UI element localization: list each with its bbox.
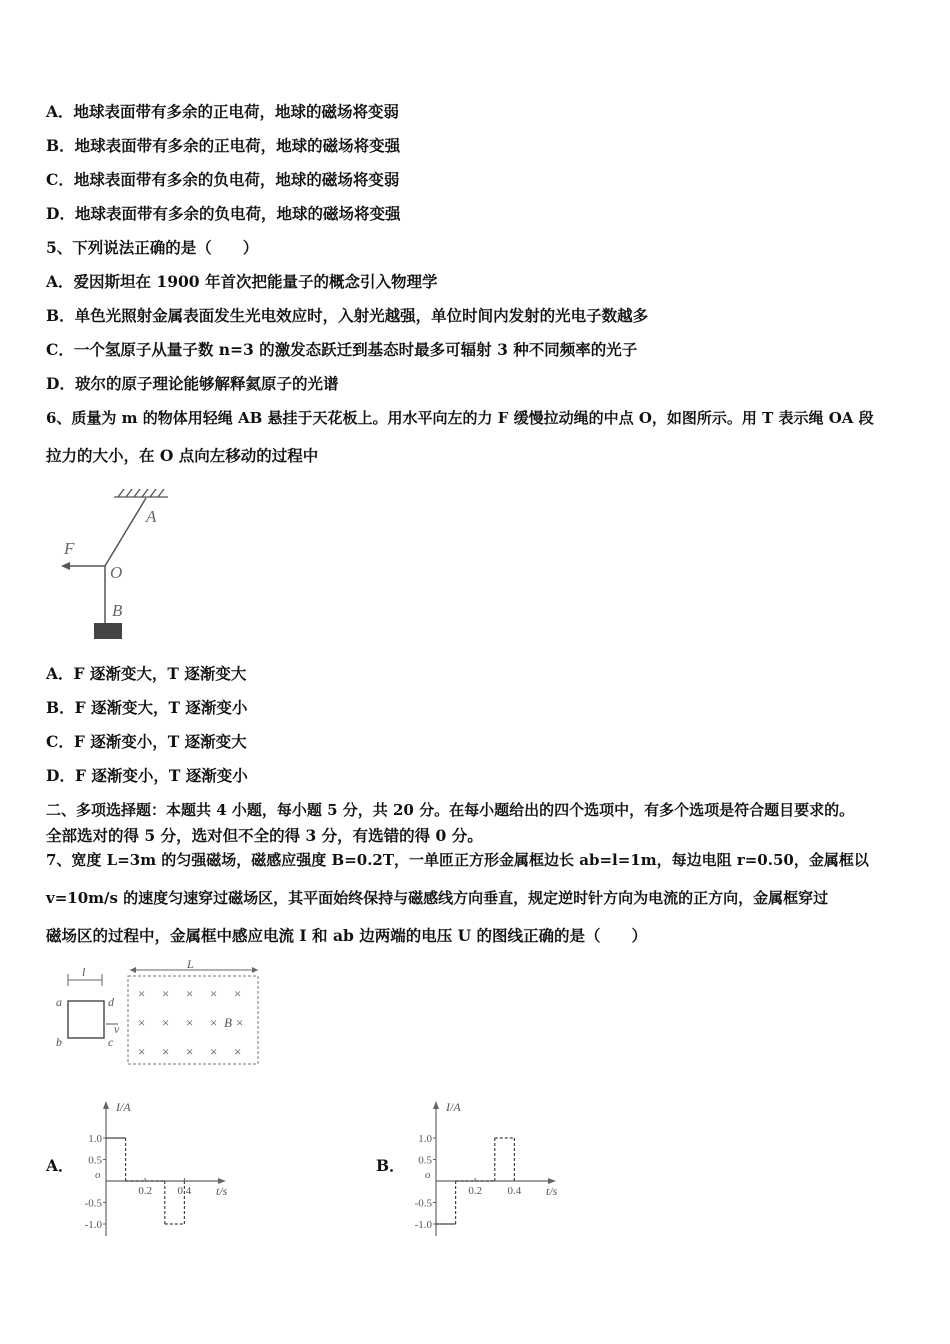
cross-mark: × (186, 986, 194, 1001)
metal-frame (68, 1001, 104, 1038)
cross-mark: × (210, 1044, 218, 1059)
x-tick-label: 0.4 (507, 1185, 522, 1197)
y-tick-label: -1.0 (84, 1219, 102, 1231)
x-axis-label: t/s (546, 1184, 558, 1198)
q7-option-a-label: A． (46, 1156, 74, 1175)
y-tick-label: 0.5 (88, 1154, 102, 1167)
q6-stem-line1: 6、质量为 m 的物体用轻绳 AB 悬挂于天花板上。用水平向左的力 F 缓慢拉动绳的中点 O，如图所示。用 T 表示绳 OA 段 (46, 409, 874, 427)
label-v: v (114, 1022, 120, 1036)
label-c-corner: c (108, 1035, 114, 1049)
q4-option-d: D．地球表面带有多余的负电荷，地球的磁场将变强 (46, 204, 401, 223)
label-l: l (82, 965, 86, 979)
origin-label: o (95, 1169, 101, 1181)
q7-field-figure (50, 958, 270, 1070)
graph-a (76, 1095, 236, 1235)
q6-option-d: D．F 逐渐变小，T 逐渐变小 (46, 766, 248, 785)
arrowhead-icon (61, 562, 70, 570)
y-tick-label: 0.5 (418, 1154, 432, 1167)
q4-option-b: B．地球表面带有多余的正电荷，地球的磁场将变强 (46, 136, 401, 155)
label-a-corner: a (56, 995, 62, 1009)
q7-option-b-label: B． (376, 1156, 405, 1175)
q5-option-d: D．玻尔的原子理论能够解释氦原子的光谱 (46, 374, 339, 393)
label-f: F (64, 539, 75, 558)
section2-line2: 全部选对的得 5 分，选对但不全的得 3 分，有选错的得 0 分。 (46, 826, 483, 845)
q4-option-a: A．地球表面带有多余的正电荷，地球的磁场将变弱 (46, 102, 400, 121)
y-axis-label: I/A (446, 1100, 461, 1114)
cross-mark: × (138, 1015, 146, 1030)
label-o: O (110, 563, 123, 582)
cross-mark: × (186, 1015, 194, 1030)
label-d-corner: d (108, 995, 114, 1009)
cross-mark: × (138, 986, 146, 1001)
q6-option-a: A．F 逐渐变大，T 逐渐变大 (46, 664, 247, 683)
mass-block (94, 623, 122, 639)
ceiling-hatch (114, 489, 168, 497)
cross-mark: × (162, 1044, 170, 1059)
y-tick-label: -0.5 (414, 1197, 432, 1210)
q5-stem: 5、下列说法正确的是（ ） (46, 238, 259, 257)
label-b-corner: b (56, 1035, 62, 1049)
x-axis-label: t/s (216, 1184, 228, 1198)
cross-mark: × (210, 1015, 218, 1030)
y-axis-arrow (433, 1101, 439, 1109)
y-axis-label: I/A (116, 1100, 131, 1114)
x-tick-label: 0.2 (138, 1185, 153, 1197)
q7-line2: v=10m/s 的速度匀速穿过磁场区，其平面始终保持与磁感线方向垂直，规定逆时针方向为电流的正方向，金属框穿过 (46, 889, 829, 907)
y-axis-arrow (103, 1101, 109, 1109)
label-a: A (146, 507, 157, 526)
q7-line3: 磁场区的过程中，金属框中感应电流 I 和 ab 边两端的电压 U 的图线正确的是（ ） (46, 926, 648, 945)
q5-option-c: C．一个氢原子从量子数 n=3 的激发态跃迁到基态时最多可辐射 3 种不同频率的光子 (46, 340, 638, 359)
cross-mark: × (162, 986, 170, 1001)
cross-mark: × (236, 1015, 244, 1030)
label-field-b: B (224, 1015, 232, 1030)
cross-mark: × (210, 986, 218, 1001)
cross-mark: × (234, 986, 242, 1001)
q6-option-c: C．F 逐渐变小，T 逐渐变大 (46, 732, 247, 751)
cross-mark: × (138, 1044, 146, 1059)
rope-oa (105, 498, 146, 566)
y-tick-label: 1.0 (418, 1133, 432, 1145)
cross-mark: × (186, 1044, 194, 1059)
y-tick-label: -0.5 (84, 1197, 102, 1210)
label-b: B (112, 601, 123, 620)
y-tick-label: 1.0 (88, 1133, 102, 1145)
q4-option-c: C．地球表面带有多余的负电荷，地球的磁场将变弱 (46, 170, 400, 189)
cross-mark: × (162, 1015, 170, 1030)
label-big-l: L (187, 957, 194, 971)
q5-option-b: B．单色光照射金属表面发生光电效应时，入射光越强，单位时间内发射的光电子数越多 (46, 306, 649, 325)
q6-figure (50, 488, 190, 648)
y-tick-label: -1.0 (414, 1219, 432, 1231)
cross-mark: × (234, 1044, 242, 1059)
x-tick-label: 0.4 (177, 1185, 192, 1197)
q6-option-b: B．F 逐渐变大，T 逐渐变小 (46, 698, 248, 717)
origin-label: o (425, 1169, 431, 1181)
x-tick-label: 0.2 (468, 1185, 483, 1197)
q6-stem-line2: 拉力的大小，在 O 点向左移动的过程中 (46, 446, 319, 465)
graph-b (406, 1095, 566, 1235)
q7-line1: 7、宽度 L=3m 的匀强磁场，磁感应强度 B=0.2T，一单匝正方形金属框边长 ab=l=1m，每边电阻 r=0.50，金属框以 (46, 851, 869, 869)
section2-line1: 二、多项选择题：本题共 4 小题，每小题 5 分，共 20 分。在每小题给出的四个选项中，有多个选项是符合题目要求的。 (46, 801, 855, 819)
field-crosses (138, 986, 243, 1059)
q5-option-a: A．爱因斯坦在 1900 年首次把能量子的概念引入物理学 (46, 272, 438, 291)
